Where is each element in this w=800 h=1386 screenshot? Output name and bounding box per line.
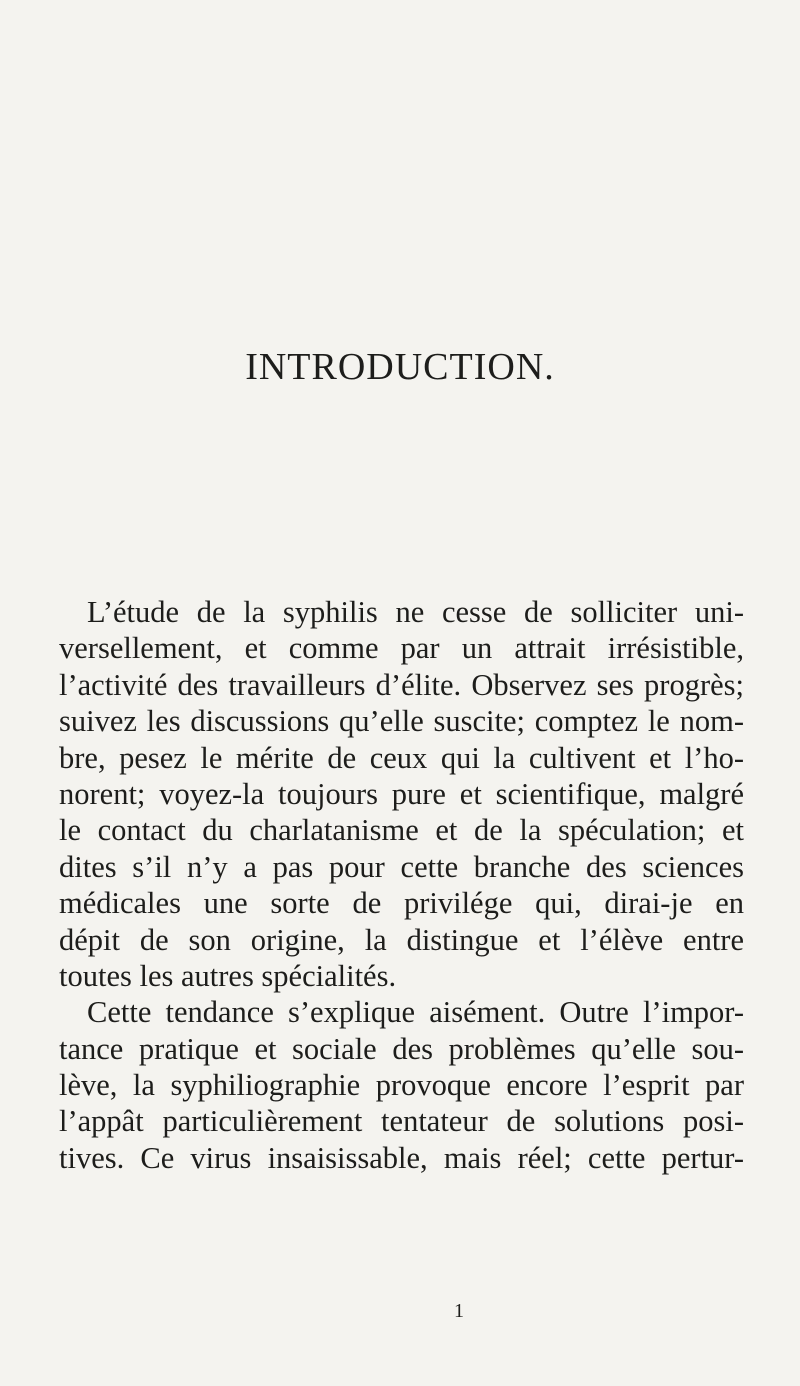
chapter-title: INTRODUCTION.	[245, 346, 555, 388]
text-line: lève, la syphiliographie provoque encore l’esprit par	[59, 1068, 744, 1103]
page-number: 1	[454, 1300, 464, 1322]
text-line: tives. Ce virus insaisissable, mais réel; cette pertur-	[59, 1140, 744, 1175]
text-line: l’appât particulièrement tentateur de solutions posi-	[59, 1104, 744, 1139]
text-line: toutes les autres spécialités.	[59, 958, 397, 993]
text-line: Cette tendance s’explique aisément. Outre l’impor-	[87, 995, 744, 1030]
text-line: dites s’il n’y a pas pour cette branche des sciences	[59, 849, 744, 884]
text-line: le contact du charlatanisme et de la spéculation; et	[59, 813, 744, 848]
text-line: médicales une sorte de privilége qui, dirai-je en	[59, 886, 744, 921]
text-line: bre, pesez le mérite de ceux qui la cultivent et l’ho-	[59, 740, 744, 775]
text-line: suivez les discussions qu’elle suscite; comptez le nom-	[59, 704, 744, 739]
text-line: L’étude de la syphilis ne cesse de solliciter uni-	[87, 595, 744, 629]
text-line: l’activité des travailleurs d’élite. Observez ses progrès;	[59, 667, 744, 702]
text-line: norent; voyez-la toujours pure et scientifique, malgré	[59, 776, 744, 811]
text-line: tance pratique et sociale des problèmes qu’elle sou-	[59, 1031, 744, 1066]
body-text	[59, 594, 744, 1176]
text-line: dépit de son origine, la distingue et l’élève entre	[59, 922, 744, 957]
text-line: versellement, et comme par un attrait irrésistible,	[59, 631, 744, 666]
